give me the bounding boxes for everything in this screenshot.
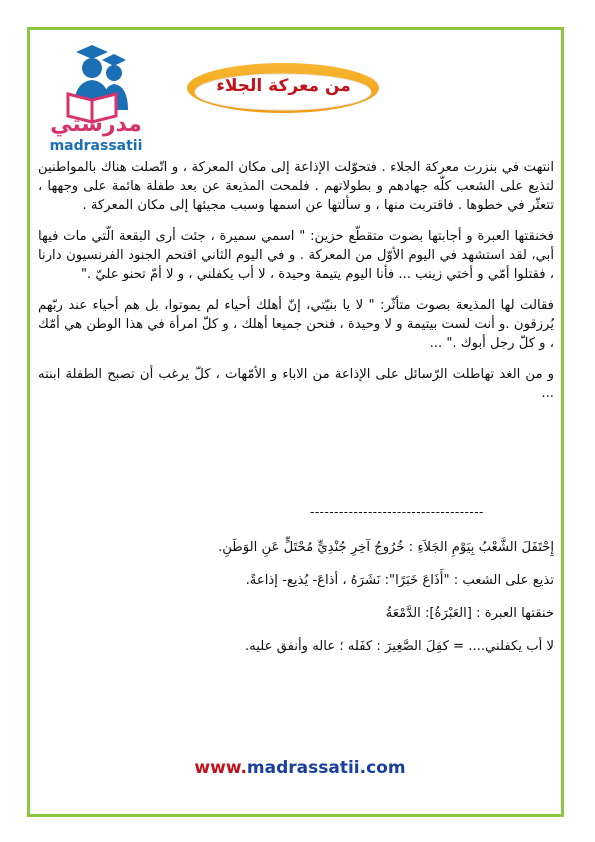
vocabulary-glossary bbox=[38, 538, 554, 670]
footer-website-link[interactable] bbox=[180, 758, 420, 778]
glossary-item: إِحْتَفَلَ الشَّعْبُ بِيَوْمِ الجَلاَءِ : خُرُوجُ آخِرِ جُنْدِيٍّ مُحْتَلٍّ عَنِ الوَطَنِ. bbox=[218, 540, 554, 555]
paragraph-4: و من الغد تهاطلت الرّسائل على الإذاعة من الاباء و الأمّهات ، كلّ يرغب أن تصبح الطفلة ابنته ... bbox=[38, 367, 554, 401]
glossary-item: لا أب يكفلني.... = كفِلَ الصَّغِيرَ : كفَله ؛ عاله وأنفق عليه. bbox=[244, 639, 554, 654]
footer-suffix: .com bbox=[359, 758, 406, 778]
glossary-item: تذيع على الشعب : "أَذَاعَ خَبَرًا": نَشَرَهُ ، أذاعَ- يُذيع- إذاعةً. bbox=[245, 573, 554, 588]
story-text bbox=[38, 158, 554, 415]
paragraph-2: فخنقتها العبرة و أجابتها بصوت متقطّع حزين: " اسمي سميرة ، جئت أرى البقعة الّتي مات فيها أبي، لقد استشهد في اليوم الأوّل من المعركة . و في اليوم الثاني اقتحم الجنود الفرنسيون دارنا ، فقتلوا أمّي و أختي زينب ... فأنا اليوم يتيمة وحيدة ، لا أب يكفلني ، و لا أمّ تحنو عليّ ." bbox=[38, 229, 554, 282]
page-title: من معركة الجلاء bbox=[216, 76, 351, 96]
glossary-item: خنقتها العبرة : [العَبْرَةُ]: الدَّمْعَةُ bbox=[385, 606, 554, 621]
footer-prefix: www. bbox=[194, 758, 247, 778]
paragraph-1: انتهت في بنزرت معركة الجلاء . فتحوّلت الإذاعة إلى مكان المعركة ، و اتّصلت هناك بالمواطنين لتذيع على الشعب كلّه جهادهم و بطولاتهم . فلمحت المذيعة عن بعد طفلة هائمة على وجهها ، تتعثّر في خطوها . فاقتربت منها ، و سألتها عن اسمها وسبب مجيئها إلى مكان المعركة . bbox=[38, 160, 554, 213]
separator-line: ------------------------------------ bbox=[310, 505, 484, 519]
logo-arabic-name: مدرستي bbox=[50, 112, 142, 137]
footer-site: madrassatii bbox=[246, 758, 360, 778]
paragraph-3: فقالت لها المذيعة بصوت متأثّر: " لا يا بنيّتي، إنّ أهلك أحياء لم يموتوا، بل هم أحياء عند ربّهم يُرزقون .و أنت لست بيتيمة و لا وحيدة ، فنحن جميعا أهلك ، و كلّ امرأة في هذا الوطن هي أمّك ، و كلّ رجل أبوك ." ... bbox=[38, 298, 554, 351]
logo-english-name: madrassatii bbox=[49, 138, 143, 154]
